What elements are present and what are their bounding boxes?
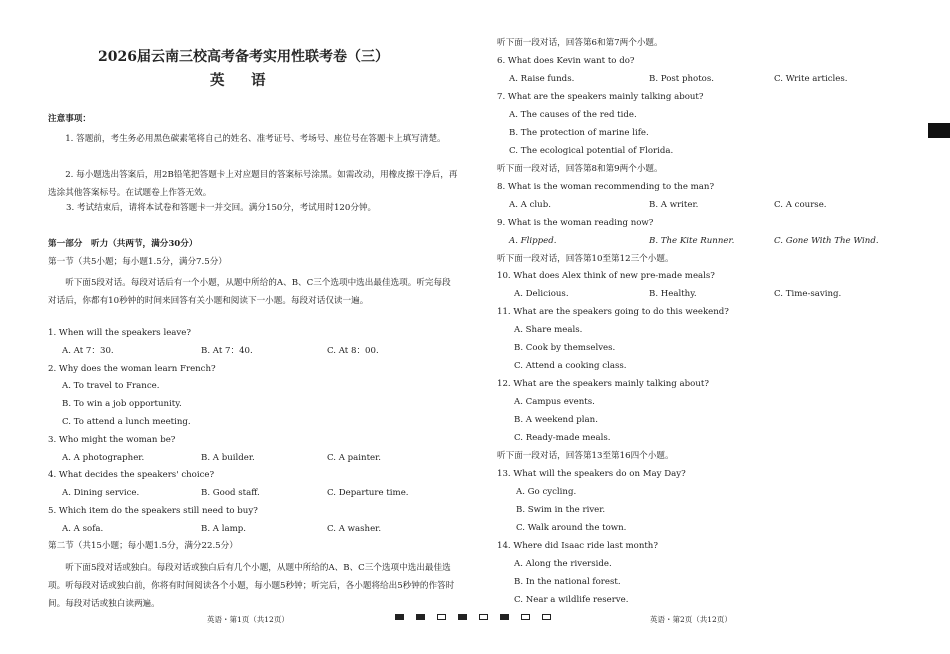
instruction-q8-9: 听下面一段对话，回答第8和第9两个小题。 xyxy=(497,164,663,174)
question-11: 11. What are the speakers going to do this weekend? xyxy=(497,307,729,317)
section1-intro: 听下面5段对话。每段对话后有一个小题，从题中所给的A、B、C三个选项中选出最佳选项。听完每段对话后，你都有10秒钟的时间来回答有关小题和阅读下一小题。每段对话仅读一遍。 xyxy=(48,278,451,306)
question-6: 6. What does Kevin want to do? xyxy=(497,56,635,66)
section2-title: 第二节（共15小题；每小题1.5分，满分22.5分） xyxy=(48,541,238,551)
exam-subject: 英 语 xyxy=(210,72,272,89)
q13-option-c: C. Walk around the town. xyxy=(516,523,627,533)
q2-option-c: C. To attend a lunch meeting. xyxy=(62,417,191,427)
question-2: 2. Why does the woman learn French? xyxy=(48,364,216,374)
q12-option-c: C. Ready-made meals. xyxy=(514,433,611,443)
q10-option-c: C. Time-saving. xyxy=(774,289,842,299)
footer-page-left: 英语・第1页（共12页） xyxy=(207,615,289,624)
q2-option-a: A. To travel to France. xyxy=(62,381,160,391)
q1-option-c: C. At 8：00. xyxy=(327,346,379,356)
instruction-q13-16: 听下面一段对话，回答第13至第16四个小题。 xyxy=(497,451,674,461)
question-14: 14. Where did Isaac ride last month? xyxy=(497,541,658,551)
question-5: 5. Which item do the speakers still need to buy? xyxy=(48,506,258,516)
notice-item-3: 3. 考试结束后，请将本试卷和答题卡一并交回。满分150分，考试用时120分钟。 xyxy=(66,203,377,213)
question-3: 3. Who might the woman be? xyxy=(48,435,176,445)
question-1: 1. When will the speakers leave? xyxy=(48,328,191,338)
q7-option-c: C. The ecological potential of Florida. xyxy=(509,146,674,156)
q12-option-b: B. A weekend plan. xyxy=(514,415,598,425)
q11-option-c: C. Attend a cooking class. xyxy=(514,361,627,371)
q3-option-a: A. A photographer. xyxy=(62,453,145,463)
q8-option-a: A. A club. xyxy=(509,200,551,210)
page-tab-marker xyxy=(928,123,950,138)
footer-mark xyxy=(521,614,530,620)
notice-item-2: 2. 每小题选出答案后，用2B铅笔把答题卡上对应题目的答案标号涂黑。如需改动，用橡皮擦干净后，再选涂其他答案标号。在试题卷上作答无效。 xyxy=(48,170,458,198)
q8-option-b: B. A writer. xyxy=(649,200,699,210)
q4-option-a: A. Dining service. xyxy=(62,488,140,498)
q2-option-b: B. To win a job opportunity. xyxy=(62,399,182,409)
q14-option-c: C. Near a wildlife reserve. xyxy=(514,595,629,605)
footer-mark xyxy=(500,614,509,620)
q1-option-b: B. At 7：40. xyxy=(201,346,253,356)
part1-title: 第一部分 听力（共两节，满分30分） xyxy=(48,239,198,249)
footer-mark xyxy=(416,614,425,620)
notice-item-1: 1. 答题前，考生务必用黑色碳素笔将自己的姓名、准考证号、考场号、座位号在答题卡上填写清楚。 xyxy=(65,134,446,144)
footer-mark xyxy=(437,614,446,620)
q9-option-b: B. The Kite Runner. xyxy=(649,236,735,246)
exam-title: 2026届云南三校高考备考实用性联考卷（三） xyxy=(98,49,389,65)
q10-option-a: A. Delicious. xyxy=(514,289,569,299)
footer-mark xyxy=(458,614,467,620)
q9-option-a: A. Flipped. xyxy=(509,236,557,246)
q14-option-b: B. In the national forest. xyxy=(514,577,621,587)
q12-option-a: A. Campus events. xyxy=(514,397,595,407)
q11-option-a: A. Share meals. xyxy=(514,325,583,335)
q14-option-a: A. Along the riverside. xyxy=(514,559,612,569)
footer-page-right: 英语・第2页（共12页） xyxy=(650,615,732,624)
q7-option-a: A. The causes of the red tide. xyxy=(509,110,637,120)
q3-option-c: C. A painter. xyxy=(327,453,382,463)
q5-option-c: C. A washer. xyxy=(327,524,382,534)
q10-option-b: B. Healthy. xyxy=(649,289,697,299)
question-12: 12. What are the speakers mainly talking about? xyxy=(497,379,709,389)
section2-intro: 听下面5段对话或独白。每段对话或独白后有几个小题，从题中所给的A、B、C三个选项中选出最佳选项。听每段对话或独白前，你将有时间阅读各个小题，每小题5秒钟；听完后，各小题将给出5秒钟的作答时间。每段对话或独白读两遍。 xyxy=(48,563,455,609)
q6-option-c: C. Write articles. xyxy=(774,74,848,84)
q4-option-c: C. Departure time. xyxy=(327,488,409,498)
footer-mark xyxy=(542,614,551,620)
footer-mark xyxy=(395,614,404,620)
q4-option-b: B. Good staff. xyxy=(201,488,260,498)
question-4: 4. What decides the speakers' choice? xyxy=(48,470,215,480)
question-9: 9. What is the woman reading now? xyxy=(497,218,654,228)
notice-heading: 注意事项： xyxy=(48,114,91,124)
question-10: 10. What does Alex think of new pre-made meals? xyxy=(497,271,715,281)
section1-title: 第一节（共5小题；每小题1.5分，满分7.5分） xyxy=(48,257,227,267)
footer-mark xyxy=(479,614,488,620)
question-13: 13. What will the speakers do on May Day? xyxy=(497,469,686,479)
q7-option-b: B. The protection of marine life. xyxy=(509,128,649,138)
q1-option-a: A. At 7：30. xyxy=(62,346,114,356)
instruction-q10-12: 听下面一段对话，回答第10至第12三个小题。 xyxy=(497,254,674,264)
question-7: 7. What are the speakers mainly talking about? xyxy=(497,92,704,102)
q11-option-b: B. Cook by themselves. xyxy=(514,343,616,353)
q8-option-c: C. A course. xyxy=(774,200,827,210)
q13-option-a: A. Go cycling. xyxy=(516,487,577,497)
q5-option-b: B. A lamp. xyxy=(201,524,246,534)
q5-option-a: A. A sofa. xyxy=(62,524,104,534)
q9-option-c: C. Gone With The Wind. xyxy=(774,236,879,246)
q13-option-b: B. Swim in the river. xyxy=(516,505,606,515)
q6-option-a: A. Raise funds. xyxy=(509,74,575,84)
instruction-q6-7: 听下面一段对话，回答第6和第7两个小题。 xyxy=(497,38,663,48)
question-8: 8. What is the woman recommending to the man? xyxy=(497,182,715,192)
q6-option-b: B. Post photos. xyxy=(649,74,714,84)
q3-option-b: B. A builder. xyxy=(201,453,255,463)
